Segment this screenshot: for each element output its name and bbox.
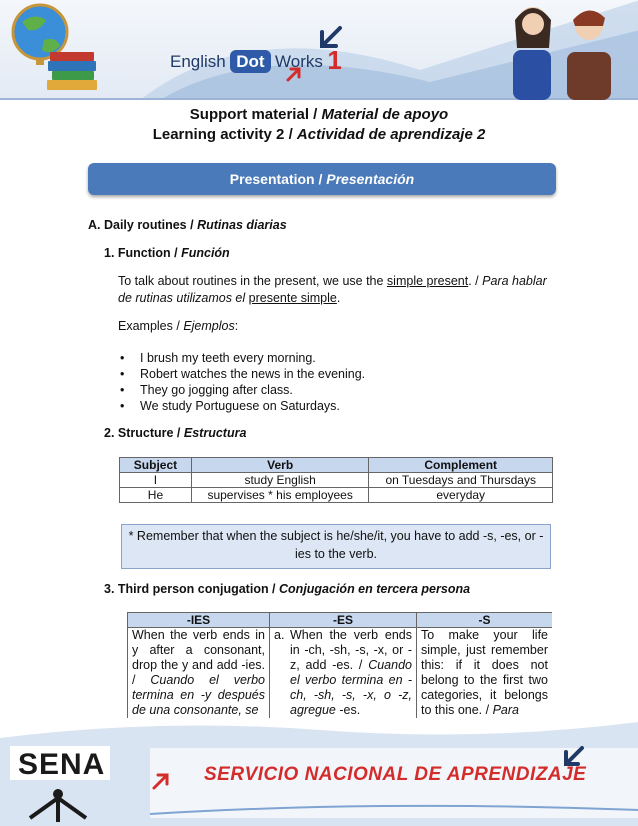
examples-colon: : bbox=[234, 319, 239, 333]
conjugation-heading-italic: Conjugación en tercera persona bbox=[279, 582, 471, 596]
table-row bbox=[120, 488, 553, 503]
logo-works: Works bbox=[275, 52, 323, 71]
table-row bbox=[120, 473, 553, 488]
document-subtitle bbox=[0, 126, 638, 143]
remember-note: * Remember that when the subject is he/she/it, you have to add -s, -es, or -ies to the verb. bbox=[121, 524, 551, 569]
column-header: Verb bbox=[191, 458, 369, 473]
table-cell: everyday bbox=[369, 488, 553, 503]
table-cell: He bbox=[120, 488, 192, 503]
table-header-row bbox=[128, 613, 553, 628]
globe-books-icon bbox=[0, 0, 110, 100]
function-text3: Para hablar de rutinas utilizamos el bbox=[118, 274, 547, 305]
es-rule-end: -es. bbox=[335, 703, 361, 717]
list-item: • We study Portuguese on Saturdays. bbox=[116, 398, 365, 414]
structure-heading bbox=[104, 426, 246, 440]
presente-simple-term: presente simple bbox=[248, 291, 337, 305]
arrow-icon bbox=[312, 22, 352, 62]
small-arrow-icon bbox=[150, 770, 172, 792]
function-text1: To talk about routines in the present, we use the bbox=[118, 274, 387, 288]
column-header: Complement bbox=[369, 458, 553, 473]
logo-dot: Dot bbox=[230, 50, 270, 73]
title-line2-italic: Actividad de aprendizaje 2 bbox=[296, 126, 486, 143]
column-header: Subject bbox=[120, 458, 192, 473]
table-header-row bbox=[120, 458, 553, 473]
es-rule-marker: a. bbox=[274, 628, 285, 642]
structure-table bbox=[119, 457, 553, 503]
table-cell: supervises * his employees bbox=[191, 488, 369, 503]
sena-logo-text: SENA bbox=[18, 748, 106, 781]
title-line1-italic: Material de apoyo bbox=[321, 106, 449, 123]
conjugation-table bbox=[127, 612, 552, 719]
es-rule-cell bbox=[270, 628, 417, 719]
page-header bbox=[0, 0, 638, 100]
function-paragraph bbox=[118, 273, 550, 307]
presentation-banner bbox=[88, 163, 556, 195]
function-text4: . bbox=[336, 291, 341, 305]
students-illustration bbox=[505, 0, 635, 100]
examples-plain: Examples / bbox=[118, 319, 184, 333]
column-header: -S bbox=[417, 613, 553, 628]
footer-service-name: SERVICIO NACIONAL DE APRENDIZAJE bbox=[204, 764, 587, 785]
examples-label bbox=[118, 318, 238, 335]
small-arrow-icon bbox=[284, 64, 304, 84]
examples-list bbox=[116, 350, 365, 414]
title-line2-plain: Learning activity 2 / bbox=[152, 126, 297, 143]
banner-plain: Presentation / bbox=[229, 171, 327, 187]
list-item: • I brush my teeth every morning. bbox=[116, 350, 365, 366]
s-rule-text: To make your life simple, just remember this: if it does not belong to the first two categories, it belongs to this one. / bbox=[421, 628, 548, 717]
structure-heading-italic: Estructura bbox=[183, 426, 247, 440]
logo-level: 1 bbox=[327, 45, 342, 75]
section-a-italic: Rutinas diarias bbox=[197, 218, 287, 232]
section-a-heading bbox=[88, 218, 287, 232]
conjugation-table-clip bbox=[127, 612, 552, 719]
list-item: • They go jogging after class. bbox=[116, 382, 365, 398]
arrow-icon bbox=[558, 744, 588, 774]
banner-italic: Presentación bbox=[326, 171, 415, 187]
es-rule-text: When the verb ends in -ch, -sh, -s, -x, or -z, add -es. / bbox=[290, 628, 412, 672]
list-item: • Robert watches the news in the evening. bbox=[116, 366, 365, 382]
table-row bbox=[128, 628, 553, 719]
conjugation-heading bbox=[104, 582, 470, 596]
function-heading-plain: 1. Function / bbox=[104, 246, 182, 260]
es-rule-italic: Cuando el verbo termina en -ch, -sh, -s, -x, o -z, agregue bbox=[290, 658, 412, 717]
s-rule-cell bbox=[417, 628, 553, 719]
title-line1-plain: Support material / bbox=[189, 106, 322, 123]
column-header: -ES bbox=[270, 613, 417, 628]
function-heading-italic: Función bbox=[181, 246, 230, 260]
function-heading bbox=[104, 246, 230, 260]
ies-rule-cell bbox=[128, 628, 270, 719]
column-header: -IES bbox=[128, 613, 270, 628]
examples-italic: Ejemplos bbox=[183, 319, 235, 333]
function-text2: . / bbox=[468, 274, 483, 288]
table-cell: I bbox=[120, 473, 192, 488]
logo-english: English bbox=[170, 52, 226, 71]
document-title bbox=[0, 106, 638, 123]
simple-present-term: simple present bbox=[386, 274, 469, 288]
table-cell: on Tuesdays and Thursdays bbox=[369, 473, 553, 488]
table-cell: study English bbox=[191, 473, 369, 488]
ies-rule-italic: Cuando el verbo termina en -y después de una consonante, se bbox=[132, 673, 265, 717]
section-a-plain: A. Daily routines / bbox=[88, 218, 198, 232]
page-footer bbox=[0, 718, 638, 826]
ies-rule-text: When the verb ends in y after a consonant, drop the y and add -ies. / bbox=[132, 628, 265, 687]
conjugation-heading-plain: 3. Third person conjugation / bbox=[104, 582, 280, 596]
s-rule-italic: Para bbox=[492, 703, 519, 717]
structure-heading-plain: 2. Structure / bbox=[104, 426, 184, 440]
